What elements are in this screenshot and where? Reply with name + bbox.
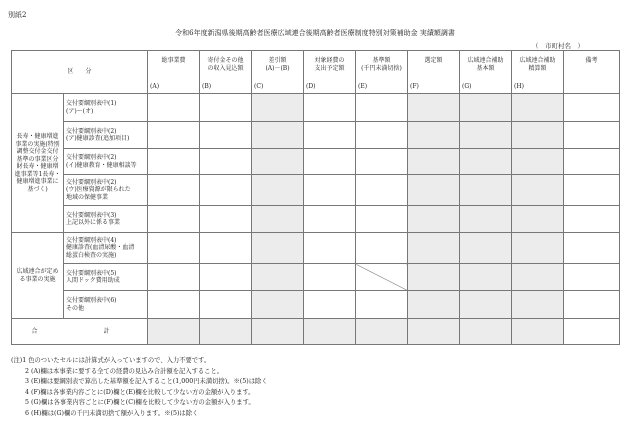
document-title: 令和6年度新潟県後期高齢者医療広域連合後期高齢者医療制度特別対策補助金 実績額調書 bbox=[175, 29, 455, 37]
note-line: (注)1 色のついたセルには計算式が入っていますので、入力不要です。 bbox=[11, 357, 211, 364]
total-h bbox=[512, 319, 564, 345]
cell-h bbox=[512, 264, 564, 291]
header-difference: 差引額 (A)－(B) (C) bbox=[252, 51, 304, 94]
cell-g bbox=[460, 94, 512, 122]
table-row bbox=[12, 291, 620, 319]
group-label: 広域連合が定める事業の実施 bbox=[12, 233, 64, 319]
cell-e[interactable] bbox=[356, 233, 408, 264]
notes bbox=[11, 356, 268, 419]
row-label: 交付要綱別表中(2) (ウ)医療資源が限られた 地域の保健事業 bbox=[64, 175, 148, 206]
cell-e[interactable] bbox=[356, 175, 408, 206]
cell-e[interactable] bbox=[356, 94, 408, 122]
cell-g bbox=[460, 149, 512, 175]
table-row bbox=[12, 233, 620, 264]
total-c bbox=[252, 319, 304, 345]
note-line: 2 (A)欄は本事業に要する全ての経費の見込み合計額を記入すること。 bbox=[25, 367, 224, 375]
cell-remarks[interactable] bbox=[564, 122, 620, 149]
cell-c bbox=[252, 264, 304, 291]
cell-c bbox=[252, 149, 304, 175]
note-line: 3 (E)欄は要綱別表で算出した基準額を記入すること(1,000円未満切捨)。※(5)は除く bbox=[25, 378, 268, 385]
table-row bbox=[12, 264, 620, 291]
header-settled-subsidy: 広域連合補助 精算額 (H) bbox=[512, 51, 564, 94]
cell-c bbox=[252, 175, 304, 206]
cell-remarks[interactable] bbox=[564, 206, 620, 233]
note-line: 4 (F)欄は各事業内容ごとに(D)欄と(E)欄を比較して少ない方の金額が入ります。 bbox=[25, 388, 255, 396]
cell-a[interactable] bbox=[148, 149, 200, 175]
cell-b[interactable] bbox=[200, 264, 252, 291]
cell-c bbox=[252, 291, 304, 319]
municipality-label: （ 市町村名 ） bbox=[532, 42, 584, 50]
cell-d[interactable] bbox=[304, 206, 356, 233]
cell-b[interactable] bbox=[200, 291, 252, 319]
cell-c bbox=[252, 94, 304, 122]
cell-d[interactable] bbox=[304, 233, 356, 264]
row-label: 交付要綱別表中(2) (イ)健康教育・健康相談等 bbox=[64, 149, 148, 175]
cell-c bbox=[252, 233, 304, 264]
cell-remarks[interactable] bbox=[564, 233, 620, 264]
cell-h bbox=[512, 206, 564, 233]
category-header: 区 分 bbox=[12, 51, 148, 94]
row-label: 交付要綱別表中(1) (ア)～(オ) bbox=[64, 94, 148, 122]
header-donation: 寄付金その他 の収入見込額 (B) bbox=[200, 51, 252, 94]
cell-e-not-applicable bbox=[356, 264, 408, 291]
header-selected-amount: 選定額 (F) bbox=[408, 51, 460, 94]
cell-f bbox=[408, 264, 460, 291]
cell-d[interactable] bbox=[304, 291, 356, 319]
cell-h bbox=[512, 122, 564, 149]
table-row bbox=[12, 94, 620, 122]
total-e bbox=[356, 319, 408, 345]
cell-d[interactable] bbox=[304, 94, 356, 122]
cell-b[interactable] bbox=[200, 233, 252, 264]
cell-a[interactable] bbox=[148, 233, 200, 264]
total-row bbox=[12, 319, 620, 345]
cell-remarks[interactable] bbox=[564, 175, 620, 206]
cell-f bbox=[408, 122, 460, 149]
cell-h bbox=[512, 291, 564, 319]
note-line: 6 (H)欄は(G)欄の千円未満切捨て額が入ります。※(5)は除く bbox=[25, 409, 199, 417]
cell-e[interactable] bbox=[356, 291, 408, 319]
cell-b[interactable] bbox=[200, 94, 252, 122]
header-base-subsidy: 広域連合補助 基本額 (G) bbox=[460, 51, 512, 94]
total-g bbox=[460, 319, 512, 345]
table-row bbox=[12, 149, 620, 175]
header-total-cost: 総事業費 (A) bbox=[148, 51, 200, 94]
row-label: 交付要綱別表中(4) 健康診査(血清尿酸・血清 総蛋白検査の実施) bbox=[64, 233, 148, 264]
cell-d[interactable] bbox=[304, 149, 356, 175]
total-label: 合 計 bbox=[12, 319, 148, 345]
cell-b[interactable] bbox=[200, 206, 252, 233]
results-table bbox=[11, 50, 620, 345]
cell-h bbox=[512, 94, 564, 122]
cell-remarks[interactable] bbox=[564, 94, 620, 122]
table-row bbox=[12, 175, 620, 206]
total-d bbox=[304, 319, 356, 345]
cell-a[interactable] bbox=[148, 175, 200, 206]
cell-b[interactable] bbox=[200, 175, 252, 206]
cell-g bbox=[460, 175, 512, 206]
cell-c bbox=[252, 206, 304, 233]
cell-g bbox=[460, 206, 512, 233]
cell-remarks[interactable] bbox=[564, 149, 620, 175]
cell-g bbox=[460, 122, 512, 149]
cell-h bbox=[512, 175, 564, 206]
cell-c bbox=[252, 122, 304, 149]
cell-a[interactable] bbox=[148, 291, 200, 319]
total-f bbox=[408, 319, 460, 345]
header-planned-expense: 対象経費の 支出予定額 (D) bbox=[304, 51, 356, 94]
cell-f bbox=[408, 94, 460, 122]
cell-f bbox=[408, 149, 460, 175]
group-label: 長寿・健康増進事業の実施(特別調整交付金交付基準の事業区分財長寿・健康増進事業等1長寿・健康増進事業に基づく) bbox=[12, 94, 64, 233]
cell-h bbox=[512, 233, 564, 264]
header-remarks: 備考 bbox=[564, 51, 620, 94]
table-row bbox=[12, 122, 620, 149]
cell-a[interactable] bbox=[148, 264, 200, 291]
table-row bbox=[12, 206, 620, 233]
header-row bbox=[12, 51, 620, 94]
row-label: 交付要綱別表中(2) (ア)健康診査(追加項目) bbox=[64, 122, 148, 149]
cell-g bbox=[460, 264, 512, 291]
cell-remarks[interactable] bbox=[564, 291, 620, 319]
cell-a[interactable] bbox=[148, 94, 200, 122]
cell-h bbox=[512, 149, 564, 175]
document-label: 別紙2 bbox=[8, 11, 27, 19]
total-a bbox=[148, 319, 200, 345]
cell-a[interactable] bbox=[148, 206, 200, 233]
row-label: 交付要綱別表中(6) その他 bbox=[64, 291, 148, 319]
total-b bbox=[200, 319, 252, 345]
cell-e[interactable] bbox=[356, 122, 408, 149]
cell-d[interactable] bbox=[304, 122, 356, 149]
cell-a[interactable] bbox=[148, 122, 200, 149]
row-label: 交付要綱別表中(3) 上記以外に係る事業 bbox=[64, 206, 148, 233]
cell-f bbox=[408, 233, 460, 264]
cell-e[interactable] bbox=[356, 149, 408, 175]
total-remarks[interactable] bbox=[564, 319, 620, 345]
cell-remarks[interactable] bbox=[564, 264, 620, 291]
note-line: 5 (G)欄は各事業内容ごとに(F)欄と(C)欄を比較して少ない方の金額が入ります。 bbox=[25, 399, 255, 406]
cell-f bbox=[408, 206, 460, 233]
cell-b[interactable] bbox=[200, 122, 252, 149]
row-label: 交付要綱別表中(5) 人間ドック費用助成 bbox=[64, 264, 148, 291]
cell-g bbox=[460, 233, 512, 264]
header-standard-amount: 基準額 (千円未満切捨) (E) bbox=[356, 51, 408, 94]
cell-d[interactable] bbox=[304, 264, 356, 291]
cell-e[interactable] bbox=[356, 206, 408, 233]
cell-d[interactable] bbox=[304, 175, 356, 206]
cell-f bbox=[408, 175, 460, 206]
cell-b[interactable] bbox=[200, 149, 252, 175]
cell-f bbox=[408, 291, 460, 319]
cell-g bbox=[460, 291, 512, 319]
